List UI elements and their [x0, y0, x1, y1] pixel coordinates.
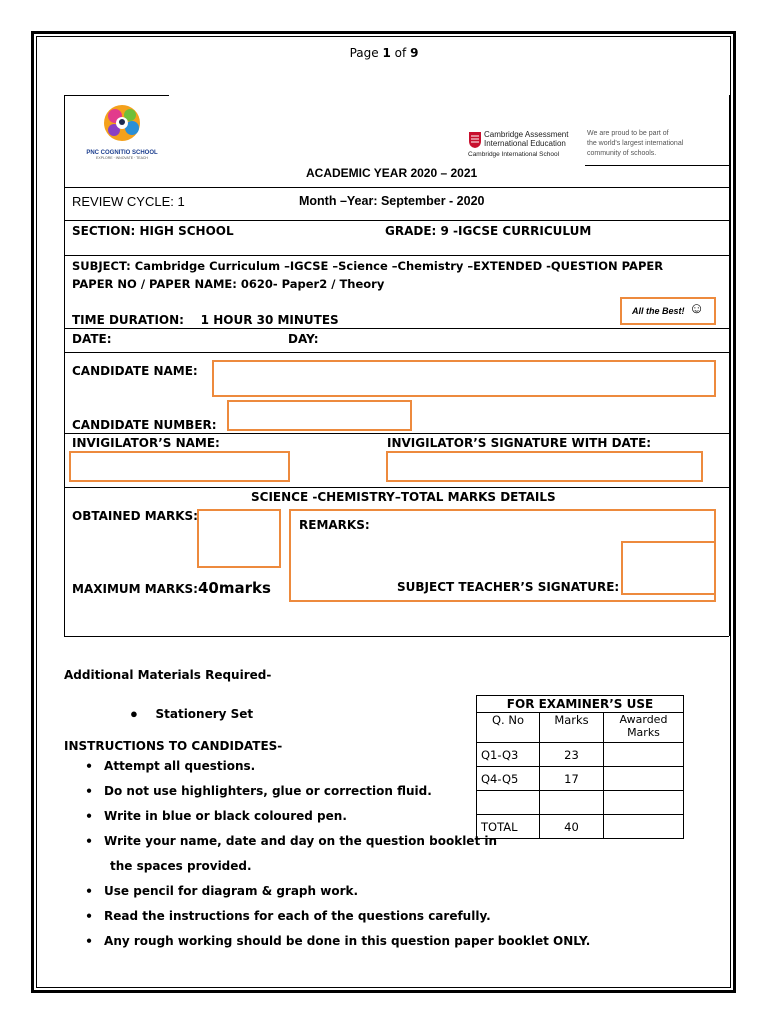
list-item: ● Write your name, date and day on the question booklet in — [86, 834, 498, 848]
table-row — [477, 767, 684, 791]
list-item: ● Do not use highlighters, glue or correction fluid. — [86, 784, 432, 798]
grade: GRADE: 9 -IGCSE CURRICULUM — [385, 224, 592, 238]
header-top-left-rule — [64, 95, 169, 96]
section: SECTION: HIGH SCHOOL — [72, 224, 234, 238]
all-the-best-text: All the Best! — [632, 306, 685, 316]
row-rule-3 — [64, 255, 729, 256]
examiner-header-qno: Q. No — [477, 713, 540, 743]
table-bottom-rule — [64, 636, 729, 637]
day-label: DAY: — [288, 332, 319, 346]
cambridge-rule — [585, 165, 729, 166]
list-item: ● Write in blue or black coloured pen. — [86, 809, 347, 823]
bullet-icon: ● — [86, 785, 93, 797]
table-right-border — [729, 95, 730, 636]
month-year: Month –Year: September - 2020 — [299, 194, 485, 208]
maximum-marks — [72, 579, 271, 597]
invigilator-signature-field[interactable] — [386, 451, 703, 482]
list-item: ● Any rough working should be done in this question paper booklet ONLY. — [86, 934, 591, 948]
row-rule-2 — [64, 220, 729, 221]
table-cell-marks: 40 — [540, 815, 604, 839]
materials-item-text: Stationery Set — [155, 707, 254, 721]
candidate-number-field[interactable] — [227, 400, 412, 431]
list-item-continuation: the spaces provided. — [110, 859, 252, 873]
materials-item — [130, 706, 253, 721]
subject: SUBJECT: Cambridge Curriculum –IGCSE –Science –Chemistry –EXTENDED -QUESTION PAPER — [72, 259, 664, 273]
table-cell-qno: Q4-Q5 — [477, 767, 540, 791]
candidate-number-label: CANDIDATE NUMBER: — [72, 418, 217, 432]
list-item: ● Read the instructions for each of the questions carefully. — [86, 909, 491, 923]
row-rule-6 — [64, 433, 729, 434]
marks-details-title: SCIENCE -CHEMISTRY–TOTAL MARKS DETAILS — [251, 490, 556, 504]
list-item: ● Attempt all questions. — [86, 759, 256, 773]
row-rule-1 — [64, 187, 729, 188]
teacher-signature-field[interactable] — [621, 541, 716, 595]
candidate-name-label: CANDIDATE NAME: — [72, 364, 198, 378]
table-cell-awarded[interactable] — [604, 743, 684, 767]
row-rule-5 — [64, 352, 729, 353]
row-rule-7 — [64, 487, 729, 488]
maximum-marks-value: 40marks — [197, 579, 271, 597]
bullet-icon: ● — [86, 760, 93, 772]
table-row — [477, 815, 684, 839]
maximum-marks-label: MAXIMUM MARKS: — [72, 582, 198, 596]
table-cell-qno — [477, 791, 540, 815]
time-duration: TIME DURATION: 1 HOUR 30 MINUTES — [72, 313, 339, 327]
table-cell-marks: 17 — [540, 767, 604, 791]
table-row — [477, 743, 684, 767]
table-cell-marks: 23 — [540, 743, 604, 767]
table-cell-awarded[interactable] — [604, 791, 684, 815]
bullet-icon: ● — [86, 885, 93, 897]
examiner-table-title: FOR EXAMINER’S USE — [477, 696, 684, 713]
materials-title: Additional Materials Required- — [64, 668, 272, 682]
school-logo-icon — [82, 101, 162, 145]
school-name: PNC COGNITIO SCHOOL — [86, 150, 158, 156]
bullet-icon: ● — [86, 910, 93, 922]
table-cell-qno: TOTAL — [477, 815, 540, 839]
table-row — [477, 791, 684, 815]
bullet-icon: ● — [86, 835, 93, 847]
bullet-icon: ● — [86, 810, 93, 822]
table-cell-awarded[interactable] — [604, 767, 684, 791]
remarks-label: REMARKS: — [299, 518, 370, 532]
all-the-best-box — [620, 297, 716, 325]
school-logo — [82, 101, 162, 161]
teacher-signature-label: SUBJECT TEACHER’S SIGNATURE: — [397, 580, 620, 594]
review-cycle: REVIEW CYCLE: 1 — [72, 194, 185, 209]
page-number: Page 1 of 9 — [349, 46, 419, 60]
invigilator-signature-label: INVIGILATOR’S SIGNATURE WITH DATE: — [387, 436, 652, 450]
obtained-marks-label: OBTAINED MARKS: — [72, 509, 198, 523]
academic-year: ACADEMIC YEAR 2020 – 2021 — [306, 166, 478, 180]
examiner-table — [476, 695, 684, 839]
cambridge-shield-icon — [468, 131, 482, 149]
school-tagline: EXPLORE · INNOVATE · TEACH — [96, 156, 148, 160]
examiner-header-awarded: Awarded Marks — [604, 713, 684, 743]
invigilator-name-field[interactable] — [69, 451, 290, 482]
table-cell-qno: Q1-Q3 — [477, 743, 540, 767]
cambridge-proud-text: We are proud to be part of the world's largest international community of schools. — [587, 130, 684, 157]
table-cell-awarded[interactable] — [604, 815, 684, 839]
cambridge-line3: Cambridge International School — [468, 151, 560, 158]
cambridge-line1: Cambridge Assessment — [484, 130, 569, 139]
candidate-name-field[interactable] — [212, 360, 716, 397]
smiley-icon: ☺ — [689, 300, 705, 317]
bullet-icon: ● — [130, 706, 138, 721]
list-item: ● Use pencil for diagram & graph work. — [86, 884, 359, 898]
cambridge-logo — [466, 128, 576, 162]
obtained-marks-field[interactable] — [197, 509, 281, 568]
paper-name: PAPER NO / PAPER NAME: 0620- Paper2 / Theory — [72, 277, 385, 291]
examiner-header-marks: Marks — [540, 713, 604, 743]
table-left-border — [64, 95, 65, 636]
bullet-icon: ● — [86, 935, 93, 947]
row-rule-4 — [64, 328, 729, 329]
date-label: DATE: — [72, 332, 112, 346]
instructions-title: INSTRUCTIONS TO CANDIDATES- — [64, 739, 283, 753]
table-cell-marks — [540, 791, 604, 815]
cambridge-line2: International Education — [484, 139, 566, 148]
invigilator-name-label: INVIGILATOR’S NAME: — [72, 436, 220, 450]
